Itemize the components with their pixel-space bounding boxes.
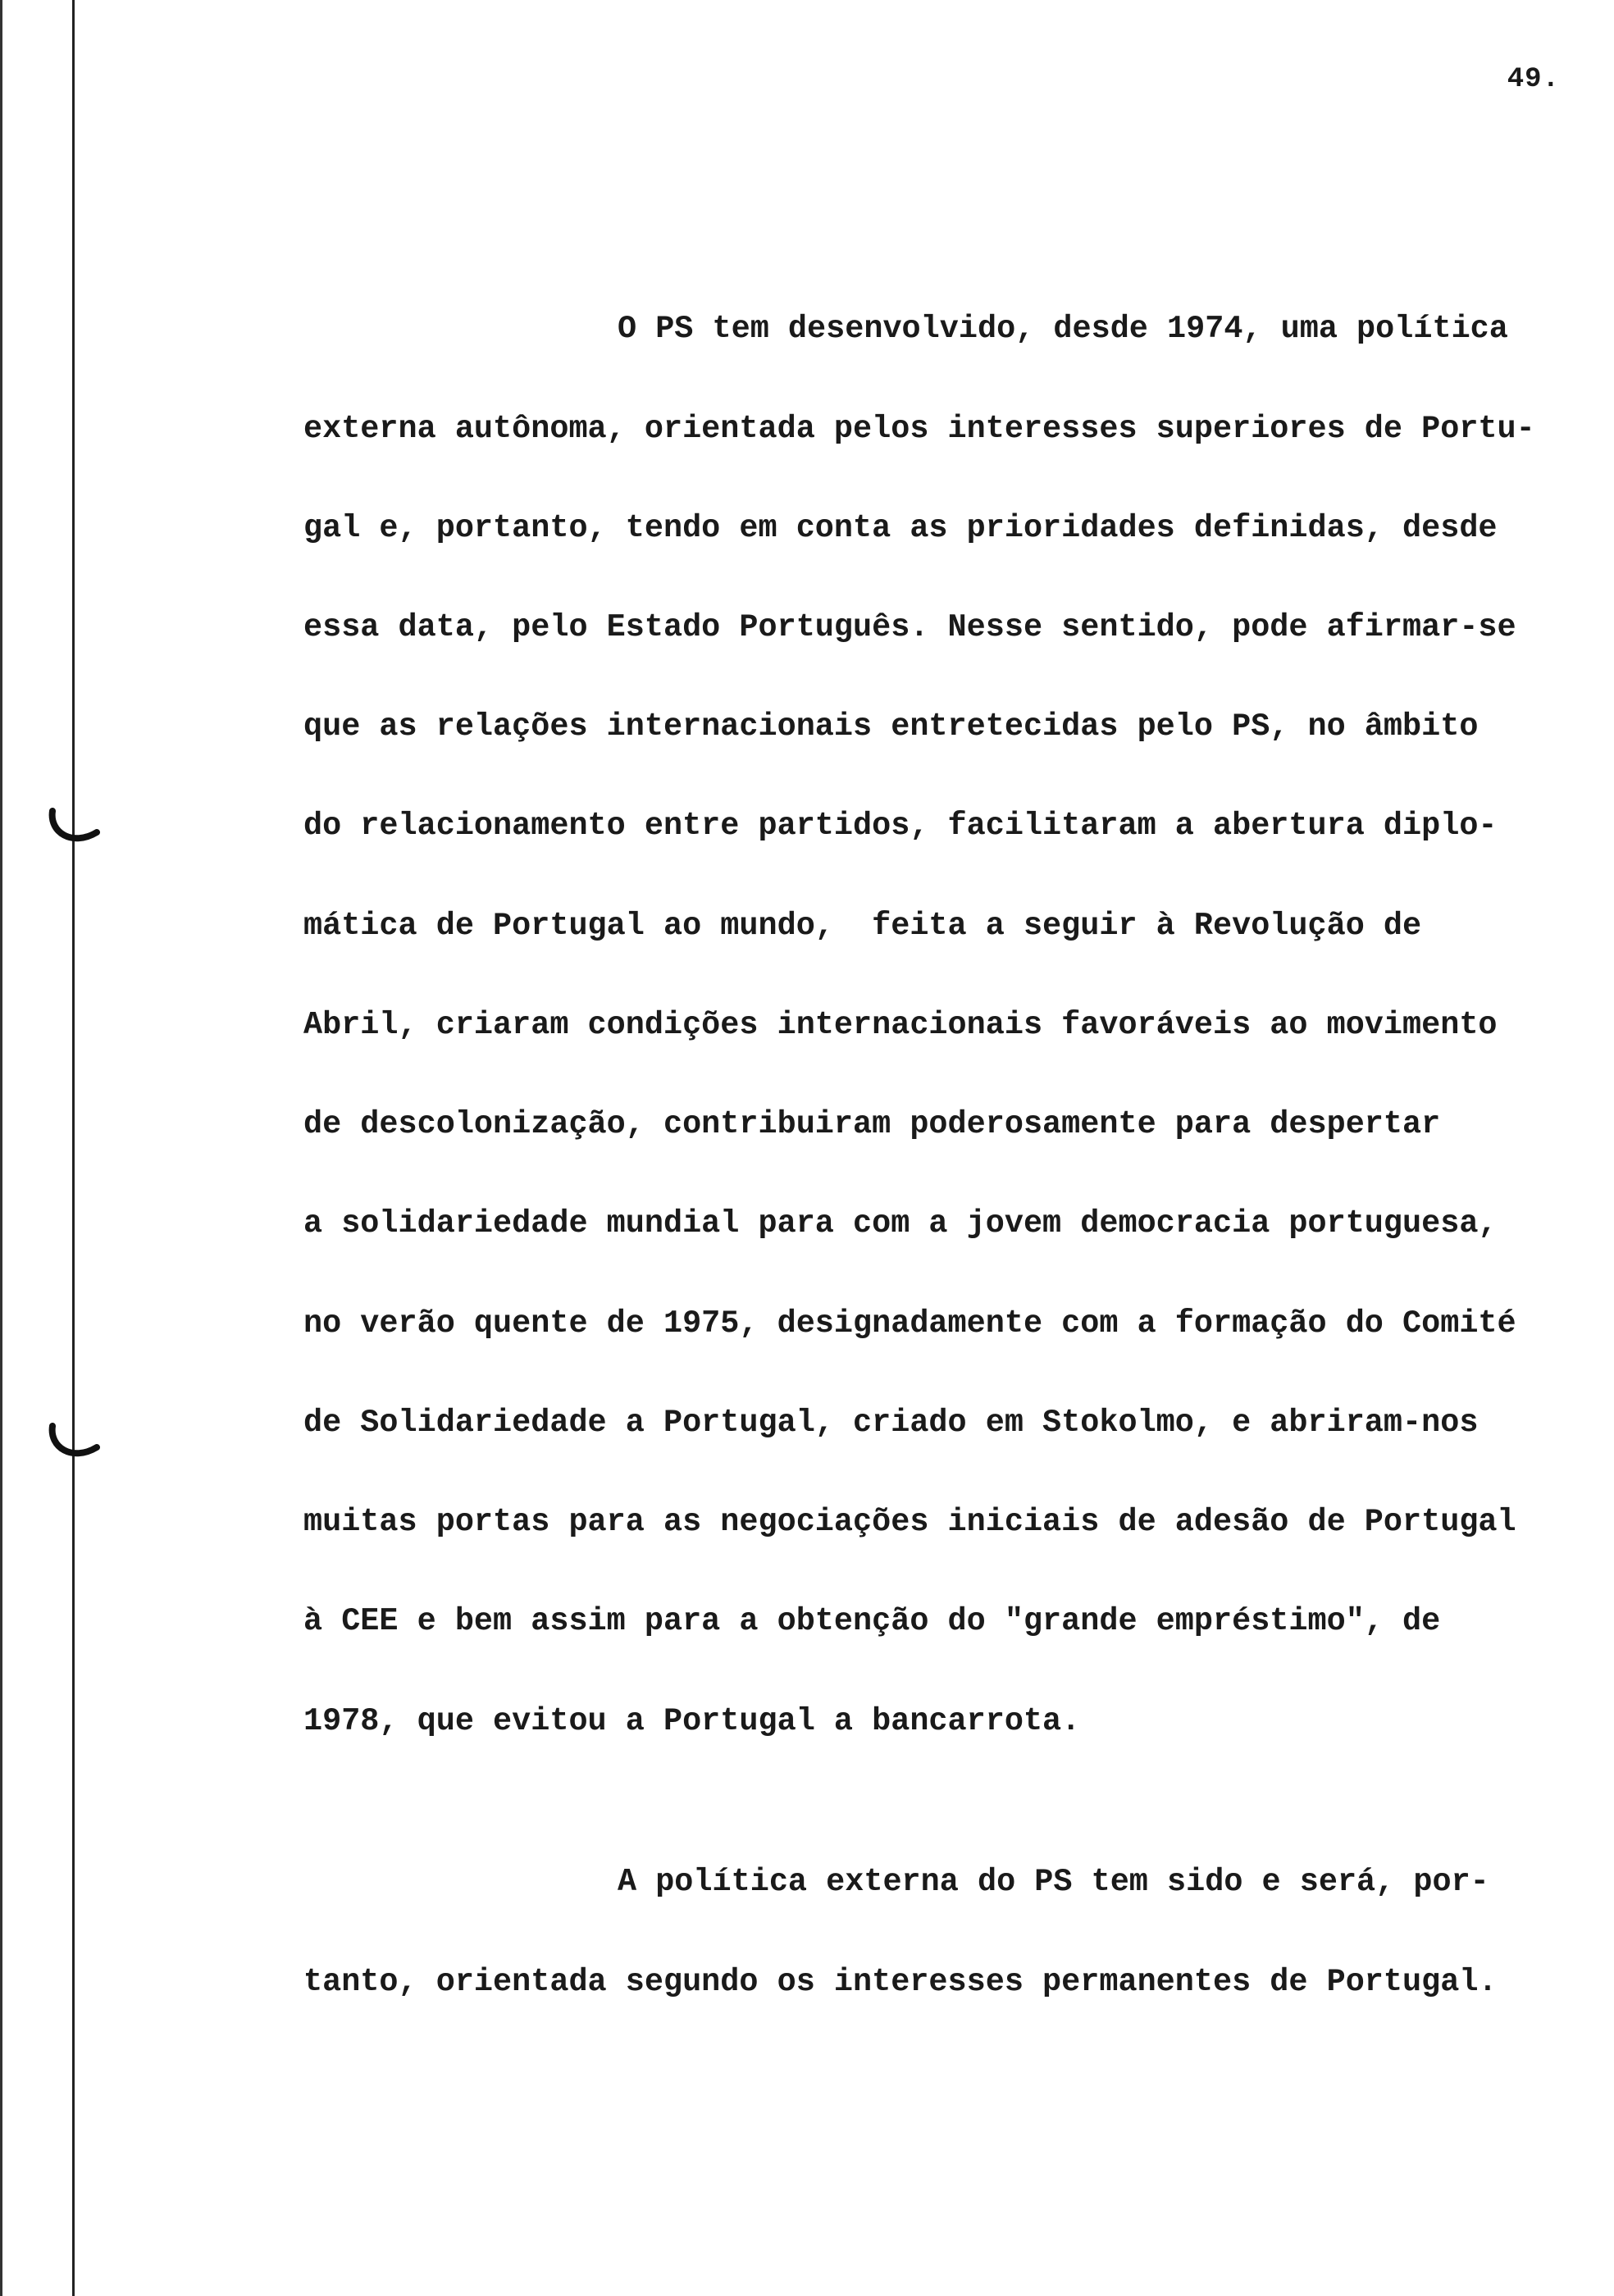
text-line: do relacionamento entre partidos, facilitaram a abertura diplo-: [303, 808, 1498, 844]
text-line: essa data, pelo Estado Português. Nesse sentido, pode afirmar-se: [303, 609, 1516, 645]
binding-hole-mark-top: [48, 808, 100, 849]
text-line: no verão quente de 1975, designadamente com a formação do Comité: [303, 1305, 1516, 1342]
text-line: externa autônoma, orientada pelos interesses superiores de Portu-: [303, 411, 1535, 447]
text-line: O PS tem desenvolvido, desde 1974, uma política: [618, 311, 1508, 347]
text-line: de Solidariedade a Portugal, criado em Stokolmo, e abriram-nos: [303, 1405, 1479, 1441]
binding-margin-line: [72, 0, 75, 2296]
binding-hole-mark-bottom: [48, 1423, 100, 1464]
text-line: A política externa do PS tem sido e será, por-: [618, 1864, 1489, 1900]
text-line: Abril, criaram condições internacionais favoráveis ao movimento: [303, 1007, 1498, 1043]
text-line: gal e, portanto, tendo em conta as prioridades definidas, desde: [303, 510, 1498, 546]
text-line: tanto, orientada segundo os interesses permanentes de Portugal.: [303, 1964, 1498, 2000]
text-line: que as relações internacionais entretecidas pelo PS, no âmbito: [303, 708, 1479, 745]
text-line: de descolonização, contribuiram poderosamente para despertar: [303, 1106, 1441, 1142]
text-line: 1978, que evitou a Portugal a bancarrota.: [303, 1703, 1081, 1739]
text-line: à CEE e bem assim para a obtenção do "grande empréstimo", de: [303, 1603, 1441, 1639]
text-line: mática de Portugal ao mundo, feita a seguir à Revolução de: [303, 908, 1422, 944]
text-line: a solidariedade mundial para com a jovem democracia portuguesa,: [303, 1205, 1498, 1241]
page-number: 49.: [1507, 64, 1560, 95]
page-edge-line: [0, 0, 2, 2296]
text-line: muitas portas para as negociações iniciais de adesão de Portugal: [303, 1504, 1516, 1540]
